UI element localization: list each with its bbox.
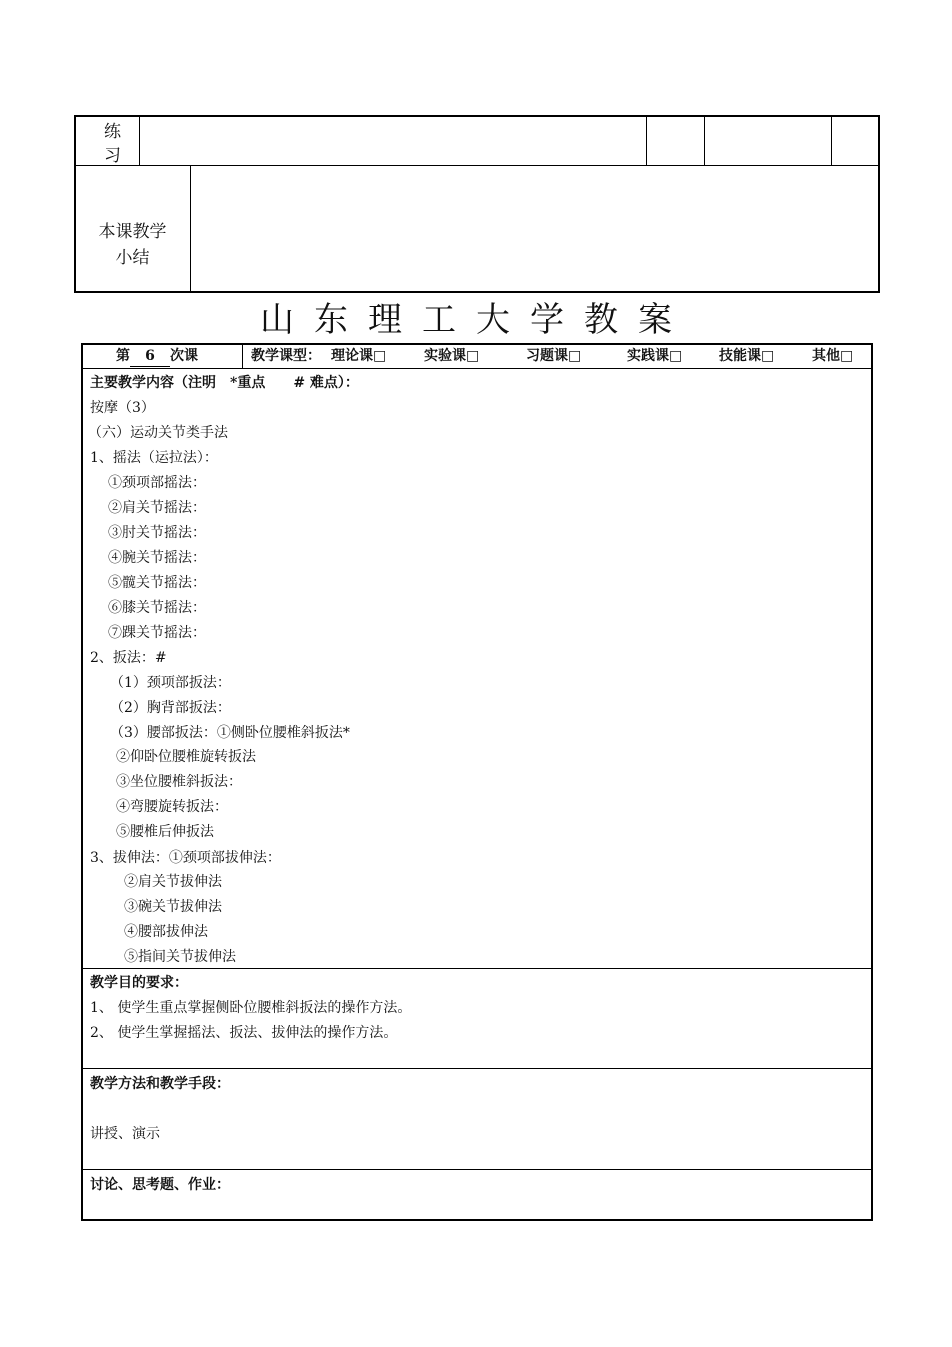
content-line: ②仰卧位腰椎旋转扳法 [116,749,256,765]
content-line: 3、拔伸法：①颈项部拔伸法： [90,850,281,866]
methods-divider [82,1169,872,1170]
summary-label-2: 小结 [115,248,150,268]
content-line: ⑤髋关节摇法： [108,575,206,591]
content-line: ④弯腰旋转扳法： [116,799,228,815]
summary-col-divider [190,166,191,292]
content-line: ②肩关节摇法： [108,500,206,516]
type-lab-checkbox[interactable]: 实验课□ [424,348,480,364]
content-line: （1）颈项部扳法： [110,675,231,691]
content-line: ③肘关节摇法： [108,525,206,541]
content-line: （2）胸背部扳法： [110,700,231,716]
methods-heading: 教学方法和教学手段： [90,1076,230,1092]
objective-item: 2、 使学生掌握摇法、扳法、拔伸法的操作方法。 [90,1025,398,1041]
page-title: 山东理工大学教案 [260,300,692,340]
content-line: （3）腰部扳法：①侧卧位腰椎斜扳法* [110,725,350,741]
type-other-checkbox[interactable]: 其他□ [812,348,854,364]
objectives-heading: 教学目的要求： [90,975,188,991]
header-col-divider [242,344,243,368]
content-line: 按摩（3） [90,400,155,416]
top-table-col-4 [831,116,832,165]
content-line: ④腰部拔伸法 [124,924,208,940]
content-line: ⑥膝关节摇法： [108,600,206,616]
content-line: ③碗关节拔伸法 [124,899,222,915]
top-table-divider [75,165,879,166]
content-line: ③坐位腰椎斜扳法： [116,774,242,790]
lesson-number: 6 [130,346,170,367]
top-table-col-3 [704,116,705,165]
lesson-number-cell [116,346,198,367]
practice-label-2: 习 [104,146,121,166]
content-line: ⑦踝关节摇法： [108,625,206,641]
type-skill-checkbox[interactable]: 技能课□ [719,348,775,364]
top-table-col-2 [646,116,647,165]
top-table-col-1 [139,116,140,165]
summary-label-1: 本课教学 [98,222,167,242]
content-heading: 主要教学内容（注明 *重点 # 难点）： [90,375,359,391]
type-exercise-checkbox[interactable]: 习题课□ [526,348,582,364]
lesson-prefix: 第 [116,348,130,364]
content-line: ①颈项部摇法： [108,475,206,491]
content-line: 2、扳法：# [90,650,167,666]
content-line: 1、摇法（运拉法）： [90,450,218,466]
content-line: ⑤指间关节拔伸法 [124,949,236,965]
objective-item: 1、 使学生重点掌握侧卧位腰椎斜扳法的操作方法。 [90,1000,412,1016]
practice-label-1: 练 [104,122,121,142]
header-row-divider [82,368,872,369]
type-practice-checkbox[interactable]: 实践课□ [627,348,683,364]
content-line: ②肩关节拔伸法 [124,874,222,890]
objectives-divider [82,1068,872,1069]
content-divider [82,968,872,969]
content-line: ⑤腰椎后伸扳法 [116,824,214,840]
methods-text: 讲授、演示 [90,1126,160,1142]
lesson-suffix: 次课 [170,348,198,364]
content-line: （六）运动关节类手法 [88,425,228,441]
top-table [74,115,880,293]
content-line: ④腕关节摇法： [108,550,206,566]
course-type-label: 教学课型： [251,348,321,364]
type-theory-checkbox[interactable]: 理论课□ [331,348,387,364]
discussion-heading: 讨论、思考题、作业： [90,1177,230,1193]
